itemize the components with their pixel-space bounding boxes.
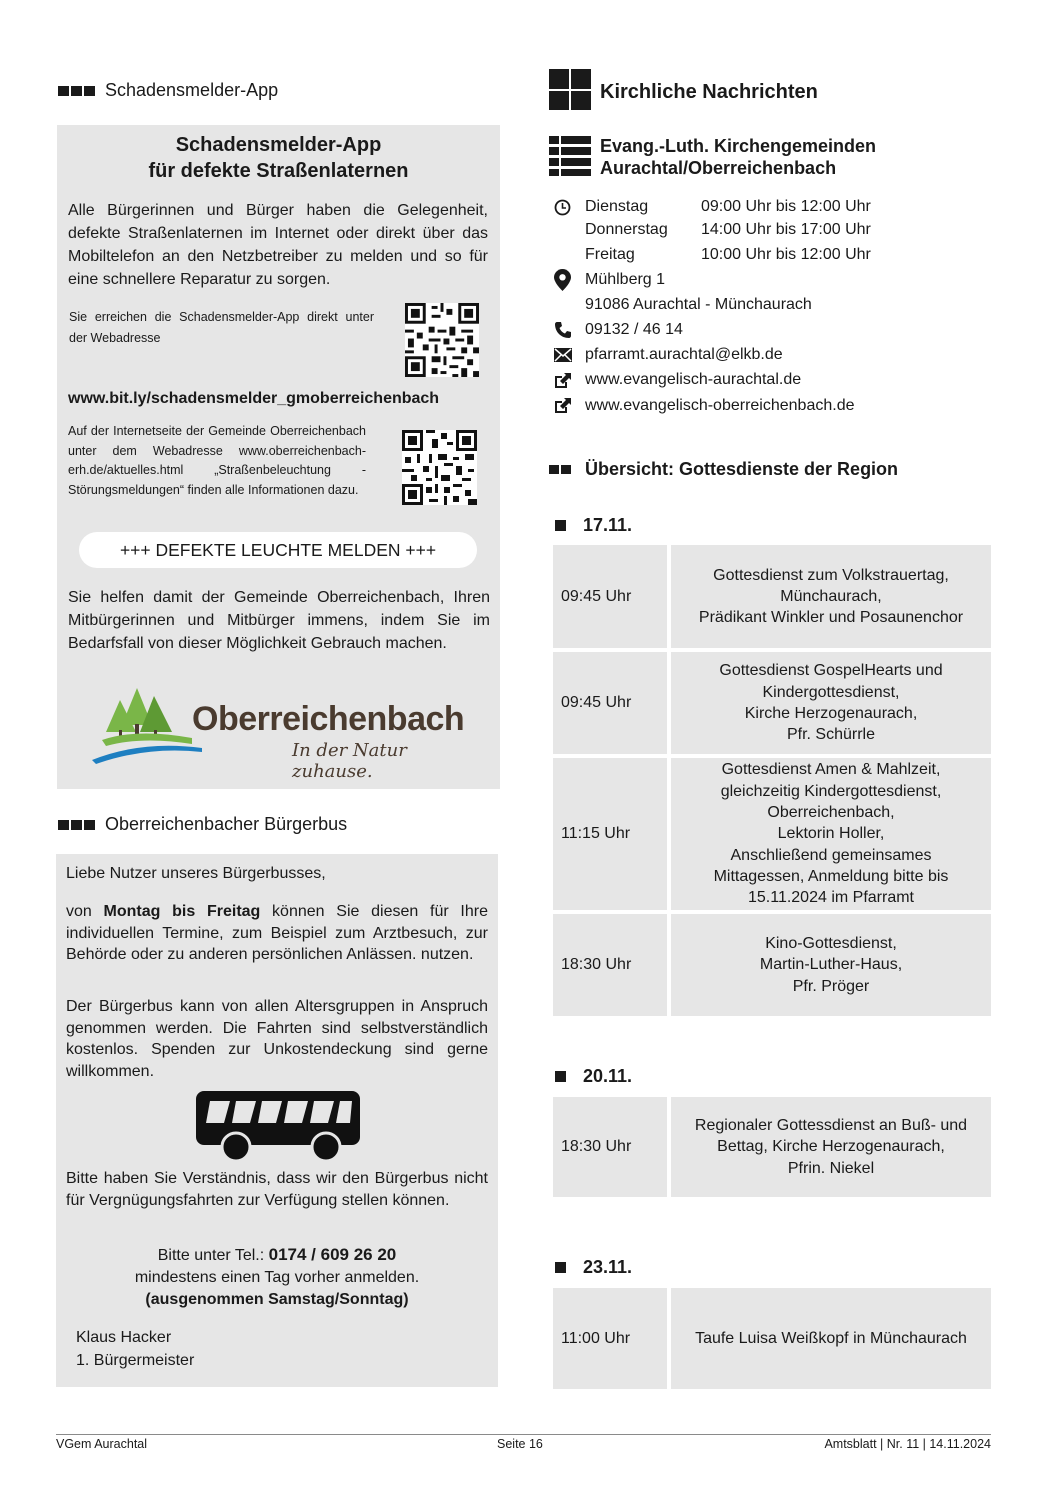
date-heading xyxy=(555,1066,632,1087)
hours-time: 09:00 Uhr bis 12:00 Uhr xyxy=(701,198,871,215)
footer-right: Amtsblatt | Nr. 11 | 14.11.2024 xyxy=(824,1437,991,1451)
section-heading-buergerbus xyxy=(58,814,347,835)
bus-paragraph-1 xyxy=(66,901,488,966)
schadensmelder-box xyxy=(57,125,500,789)
bus-icon xyxy=(194,1089,362,1163)
event-description: Taufe Luisa Weißkopf in Münchaurach xyxy=(671,1288,991,1389)
clock-icon xyxy=(554,199,571,216)
event-description: Gottesdienst zum Volkstrauertag, Münchaurach, Prädikant Winkler und Posaunenchor xyxy=(671,545,991,648)
trees-logo-icon xyxy=(92,680,202,766)
website-info-text: Auf der Internetseite der Gemeinde Oberreichenbach unter dem Webadresse www.oberreichenbach-erh.de/aktuelles.html „Straßenbeleuchtung - Störungsmeldungen“ finden alle Informationen dazu. xyxy=(68,424,366,497)
table-row xyxy=(553,758,991,910)
list-icon xyxy=(549,136,591,176)
phone-icon xyxy=(554,321,572,339)
address-line1: Mühlberg 1 xyxy=(585,271,666,288)
schadensmelder-url-link[interactable]: www.bit.ly/schadensmelder_gmoberreichenbach xyxy=(68,390,440,407)
table-row xyxy=(553,914,991,1016)
heading-squares-icon xyxy=(58,820,95,830)
external-link-icon xyxy=(554,397,572,414)
page-number: Seite 16 xyxy=(497,1437,543,1451)
box-title-line1: Schadensmelder-App xyxy=(175,134,382,156)
section-title: Oberreichenbacher Bürgerbus xyxy=(105,814,348,834)
signature xyxy=(76,1326,194,1372)
footer-left: VGem Aurachtal xyxy=(56,1437,148,1451)
p1-pre: von xyxy=(66,903,104,920)
heading-squares-icon xyxy=(58,86,95,96)
email-link[interactable]: pfarramt.aurachtal@elkb.de xyxy=(585,346,783,363)
square-bullet-icon xyxy=(555,1262,566,1273)
event-description: Regionaler Gottessdienst an Buß- und Bettag, Kirche Herzogenaurach, Pfrin. Niekel xyxy=(671,1097,991,1197)
hours-time: 14:00 Uhr bis 17:00 Uhr xyxy=(701,221,871,238)
web-link-1[interactable]: www.evangelisch-aurachtal.de xyxy=(585,371,802,388)
p1-post: können Sie diesen für Ihre individuellen Termine, zum Beispiel zum Arztbesuch, zur Behörde oder zu anderen persönlichen Anlässen. nutzen. xyxy=(66,903,488,963)
event-time: 18:30 Uhr xyxy=(553,914,667,1016)
location-pin-icon xyxy=(554,269,571,291)
table-row xyxy=(553,1097,991,1197)
event-time: 09:45 Uhr xyxy=(553,545,667,648)
event-time: 11:00 Uhr xyxy=(553,1288,667,1389)
table-row xyxy=(553,545,991,648)
p1-bold: Montag bis Freitag xyxy=(103,903,261,920)
overview-heading xyxy=(549,459,898,480)
heading-squares-icon xyxy=(549,465,571,474)
tel-number[interactable]: 0174 / 609 26 20 xyxy=(268,1245,397,1264)
reach-text: Sie erreichen die Schadensmelder-App direkt unter der Webadresse xyxy=(69,310,374,345)
qr-code-icon-2[interactable] xyxy=(402,430,477,505)
registration-info xyxy=(56,1244,498,1311)
date-heading xyxy=(555,515,632,536)
event-time: 09:45 Uhr xyxy=(553,652,667,754)
table-row xyxy=(553,652,991,754)
logo-slogan: In der Natur zuhause. xyxy=(292,740,407,782)
sign-title: 1. Bürgermeister xyxy=(76,1352,195,1369)
logo-name: Oberreichenbach xyxy=(192,700,465,738)
date-label: 20.11. xyxy=(583,1066,633,1086)
phone-number[interactable]: 09132 / 46 14 xyxy=(585,321,683,338)
overview-title: Übersicht: Gottesdienste der Region xyxy=(585,459,899,479)
greeting-text: Liebe Nutzer unseres Bürgerbusses, xyxy=(66,865,326,882)
tel-line2: mindestens einen Tag vorher anmelden. xyxy=(134,1269,420,1286)
external-link-icon xyxy=(554,372,572,389)
web-link-2[interactable]: www.evangelisch-oberreichenbach.de xyxy=(585,397,855,414)
date-label: 23.11. xyxy=(583,1257,633,1277)
event-description: Gottesdienst GospelHearts und Kindergottesdienst, Kirche Herzogenaurach, Pfr. Schürrle xyxy=(671,652,991,754)
church-title-line1: Evang.-Luth. Kirchengemeinden xyxy=(600,136,877,156)
hours-row xyxy=(585,246,871,264)
email-icon xyxy=(554,348,572,362)
date-heading xyxy=(555,1257,632,1278)
section-title: Schadensmelder-App xyxy=(105,80,279,100)
hours-time: 10:00 Uhr bis 12:00 Uhr xyxy=(701,246,871,263)
event-description: Kino-Gottesdienst, Martin-Luther-Haus, Pfr. Pröger xyxy=(671,914,991,1016)
closing-text: Sie helfen damit der Gemeinde Oberreichenbach, Ihren Mitbürgerinnen und Mitbürger immens, indem Sie im Bedarfsfall von dieser Möglichkeit Gebrauch machen. xyxy=(68,589,490,652)
qr-code-icon[interactable] xyxy=(405,303,479,377)
footer-divider xyxy=(56,1434,991,1435)
bus-paragraph-2: Der Bürgerbus kann von allen Altersgruppen in Anspruch genommen werden. Die Fahrten sind selbstverständlich kostenlos. Spenden zur Unkostendeckung sind gerne willkommen. xyxy=(66,998,488,1080)
square-bullet-icon xyxy=(555,1071,566,1082)
address-line2: 91086 Aurachtal - Münchaurach xyxy=(585,296,812,313)
hours-row xyxy=(585,198,871,216)
bus-paragraph-3: Bitte haben Sie Verständnis, dass wir den Bürgerbus nicht für Vergnügungsfahrten zur Verfügung stellen können. xyxy=(66,1170,488,1209)
hours-day: Freitag xyxy=(585,246,635,263)
box-title-line2: für defekte Straßenlaternen xyxy=(148,160,409,182)
report-defect-button[interactable]: +++ DEFEKTE LEUCHTE MELDEN +++ xyxy=(79,532,477,568)
hours-row xyxy=(585,221,871,239)
church-title xyxy=(600,135,876,179)
hours-day: Dienstag xyxy=(585,198,649,215)
oberreichenbach-logo xyxy=(92,680,482,782)
church-title-line2: Aurachtal/Oberreichenbach xyxy=(600,158,837,178)
kirchliche-nachrichten-icon xyxy=(549,69,591,110)
event-time: 18:30 Uhr xyxy=(553,1097,667,1197)
main-title: Kirchliche Nachrichten xyxy=(600,81,818,103)
table-row xyxy=(553,1288,991,1389)
event-time: 11:15 Uhr xyxy=(553,758,667,910)
buergerbus-box xyxy=(56,854,498,1387)
box-title xyxy=(57,132,500,184)
intro-text: Alle Bürgerinnen und Bürger haben die Gelegenheit, defekte Straßenlaternen im Internet oder direkt über das Mobiltelefon an den Netzbetreiber zu melden und so für eine schnellere Reparatur zu sorgen. xyxy=(68,202,488,288)
sign-name: Klaus Hacker xyxy=(76,1329,172,1346)
event-description: Gottesdienst Amen & Mahlzeit, gleichzeitig Kindergottesdienst, Oberreichenbach, Lektorin Holler, Anschließend gemeinsames Mittagessen, Anmeldung bitte bis 15.11.2024 im Pfarramt xyxy=(671,758,991,910)
square-bullet-icon xyxy=(555,520,566,531)
tel-prefix: Bitte unter Tel.: xyxy=(157,1247,269,1264)
tel-line xyxy=(56,1244,498,1267)
date-label: 17.11. xyxy=(583,515,633,535)
tel-line3: (ausgenommen Samstag/Sonntag) xyxy=(145,1291,409,1308)
hours-day: Donnerstag xyxy=(585,221,668,238)
section-heading-schadensmelder xyxy=(58,80,278,101)
